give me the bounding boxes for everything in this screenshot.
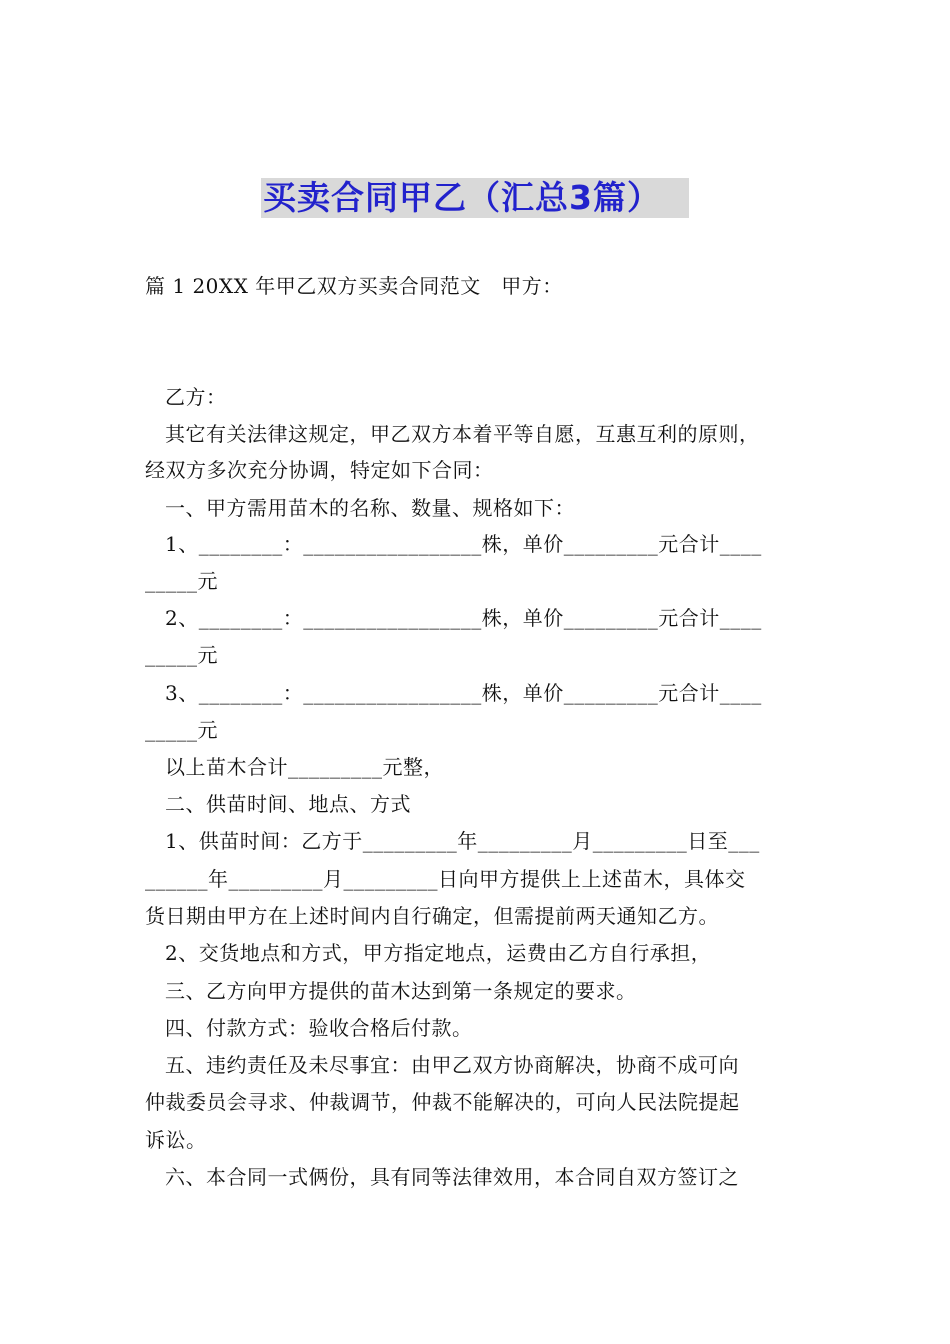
heading-line: 篇 1 20XX 年甲乙双方买卖合同范文 甲方： <box>145 274 563 298</box>
item-1-line-2: _____元 <box>145 569 218 593</box>
supply-place-line: 2、交货地点和方式，甲方指定地点，运费由乙方自行承担， <box>165 941 712 965</box>
section-4-line: 四、付款方式：验收合格后付款。 <box>165 1016 473 1040</box>
section-5-line-3: 诉讼。 <box>145 1128 207 1152</box>
section-1-title: 一、甲方需用苗木的名称、数量、规格如下： <box>165 496 575 520</box>
total-line: 以上苗木合计_________元整， <box>165 755 444 779</box>
intro-paragraph-line-1: 其它有关法律这规定，甲乙双方本着平等自愿，互惠互利的原则， <box>165 422 760 446</box>
intro-paragraph-line-2: 经双方多次充分协调，特定如下合同： <box>145 458 494 482</box>
supply-time-line-3: 货日期由甲方在上述时间内自行确定，但需提前两天通知乙方。 <box>145 904 719 928</box>
party-b-label: 乙方： <box>165 385 227 409</box>
document-title: 买卖合同甲乙（汇总3篇） <box>261 178 689 218</box>
item-2-line-2: _____元 <box>145 643 218 667</box>
supply-time-line-1: 1、供苗时间：乙方于_________年_________月_________日至___ <box>165 829 760 853</box>
title-container <box>0 178 950 218</box>
supply-time-line-2: ______年_________月_________日向甲方提供上上述苗木，具体交 <box>145 867 746 891</box>
section-5-line-2: 仲裁委员会寻求、仲裁调节，仲裁不能解决的，可向人民法院提起 <box>145 1090 740 1114</box>
item-2-line-1: 2、________：_________________株，单价_________元合计____ <box>165 606 762 630</box>
section-3-line: 三、乙方向甲方提供的苗木达到第一条规定的要求。 <box>165 979 637 1003</box>
section-6-line-1: 六、本合同一式俩份，具有同等法律效用，本合同自双方签订之 <box>165 1165 739 1189</box>
item-3-line-1: 3、________：_________________株，单价_________元合计____ <box>165 681 762 705</box>
item-1-line-1: 1、________：_________________株，单价_________元合计____ <box>165 532 762 556</box>
section-5-line-1: 五、违约责任及未尽事宜：由甲乙双方协商解决，协商不成可向 <box>165 1053 739 1077</box>
item-3-line-2: _____元 <box>145 718 218 742</box>
section-2-title: 二、供苗时间、地点、方式 <box>165 792 411 816</box>
